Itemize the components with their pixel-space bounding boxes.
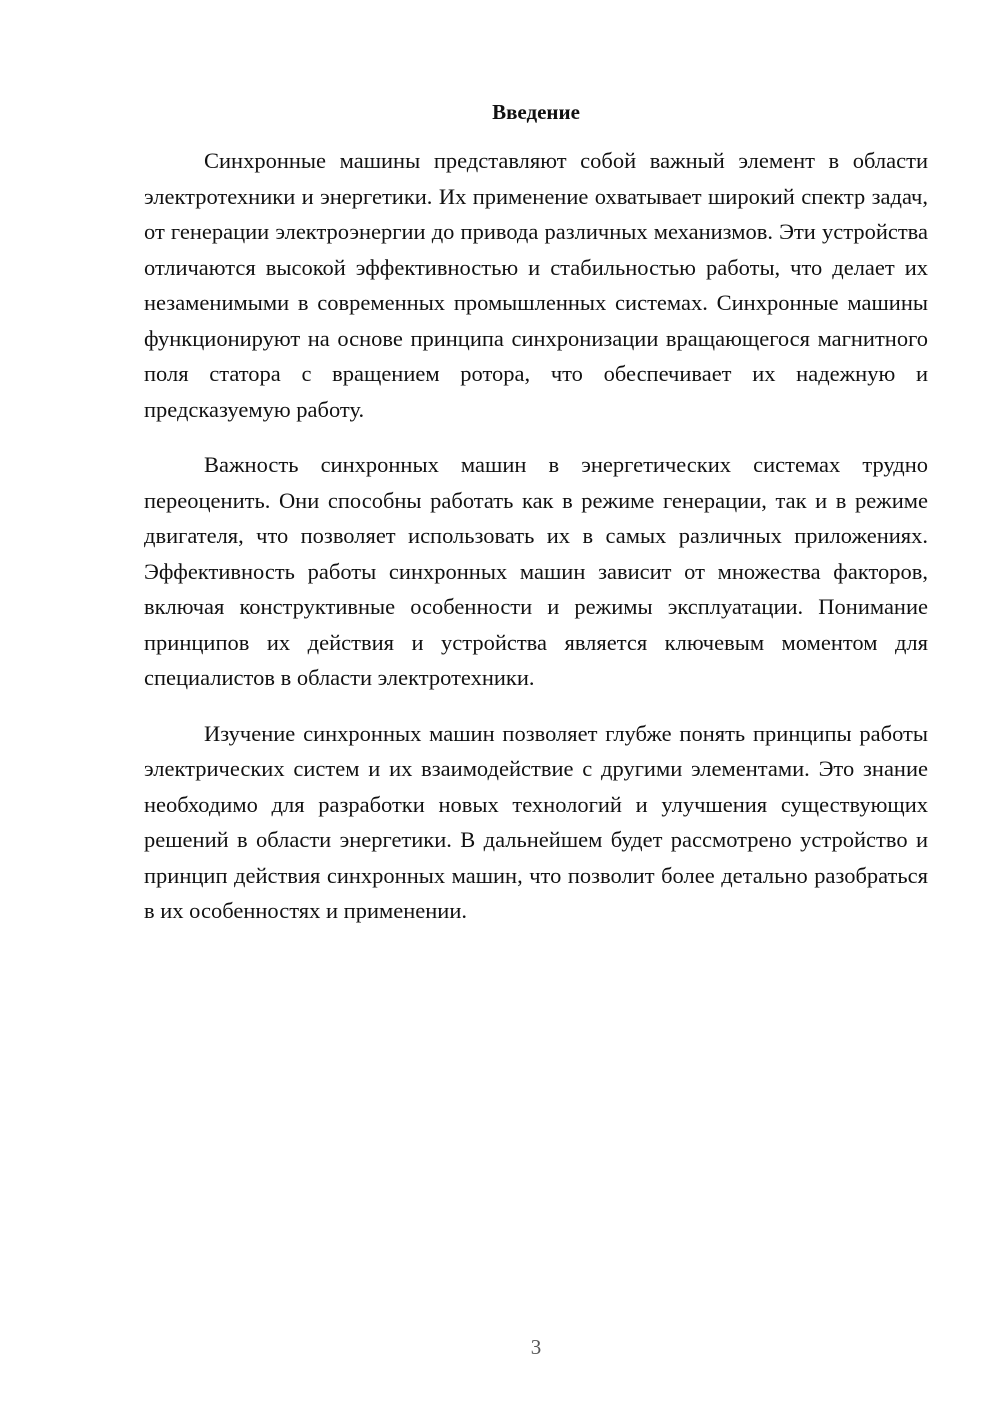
body-text	[144, 143, 928, 949]
paragraph-1: Синхронные машины представляют собой важный элемент в области электротехники и энергетики. Их применение охватывает широкий спектр задач, от генерации электроэнергии до привода различных механизмов. Эти устройства отличаются высокой эффективностью и стабильностью работы, что делает их незаменимыми в современных промышленных системах. Синхронные машины функционируют на основе принципа синхронизации вращающегося магнитного поля статора с вращением ротора, что обеспечивает их надежную и предсказуемую работу.	[144, 148, 928, 422]
paragraph-3: Изучение синхронных машин позволяет глубже понять принципы работы электрических систем и их взаимодействие с другими элементами. Это знание необходимо для разработки новых технологий и улучшения существующих решений в области энергетики. В дальнейшем будет рассмотрено устройство и принцип действия синхронных машин, что позволит более детально разобраться в их особенностях и применении.	[144, 720, 928, 923]
section-title: Введение	[492, 100, 580, 124]
page-number: 3	[530, 1335, 542, 1359]
paragraph-2: Важность синхронных машин в энергетических системах трудно переоценить. Они способны работать как в режиме генерации, так и в режиме двигателя, что позволяет использовать их в самых различных приложениях. Эффективность работы синхронных машин зависит от множества факторов, включая конструктивные особенности и режимы эксплуатации. Понимание принципов их действия и устройства является ключевым моментом для специалистов в области электротехники.	[144, 452, 928, 690]
